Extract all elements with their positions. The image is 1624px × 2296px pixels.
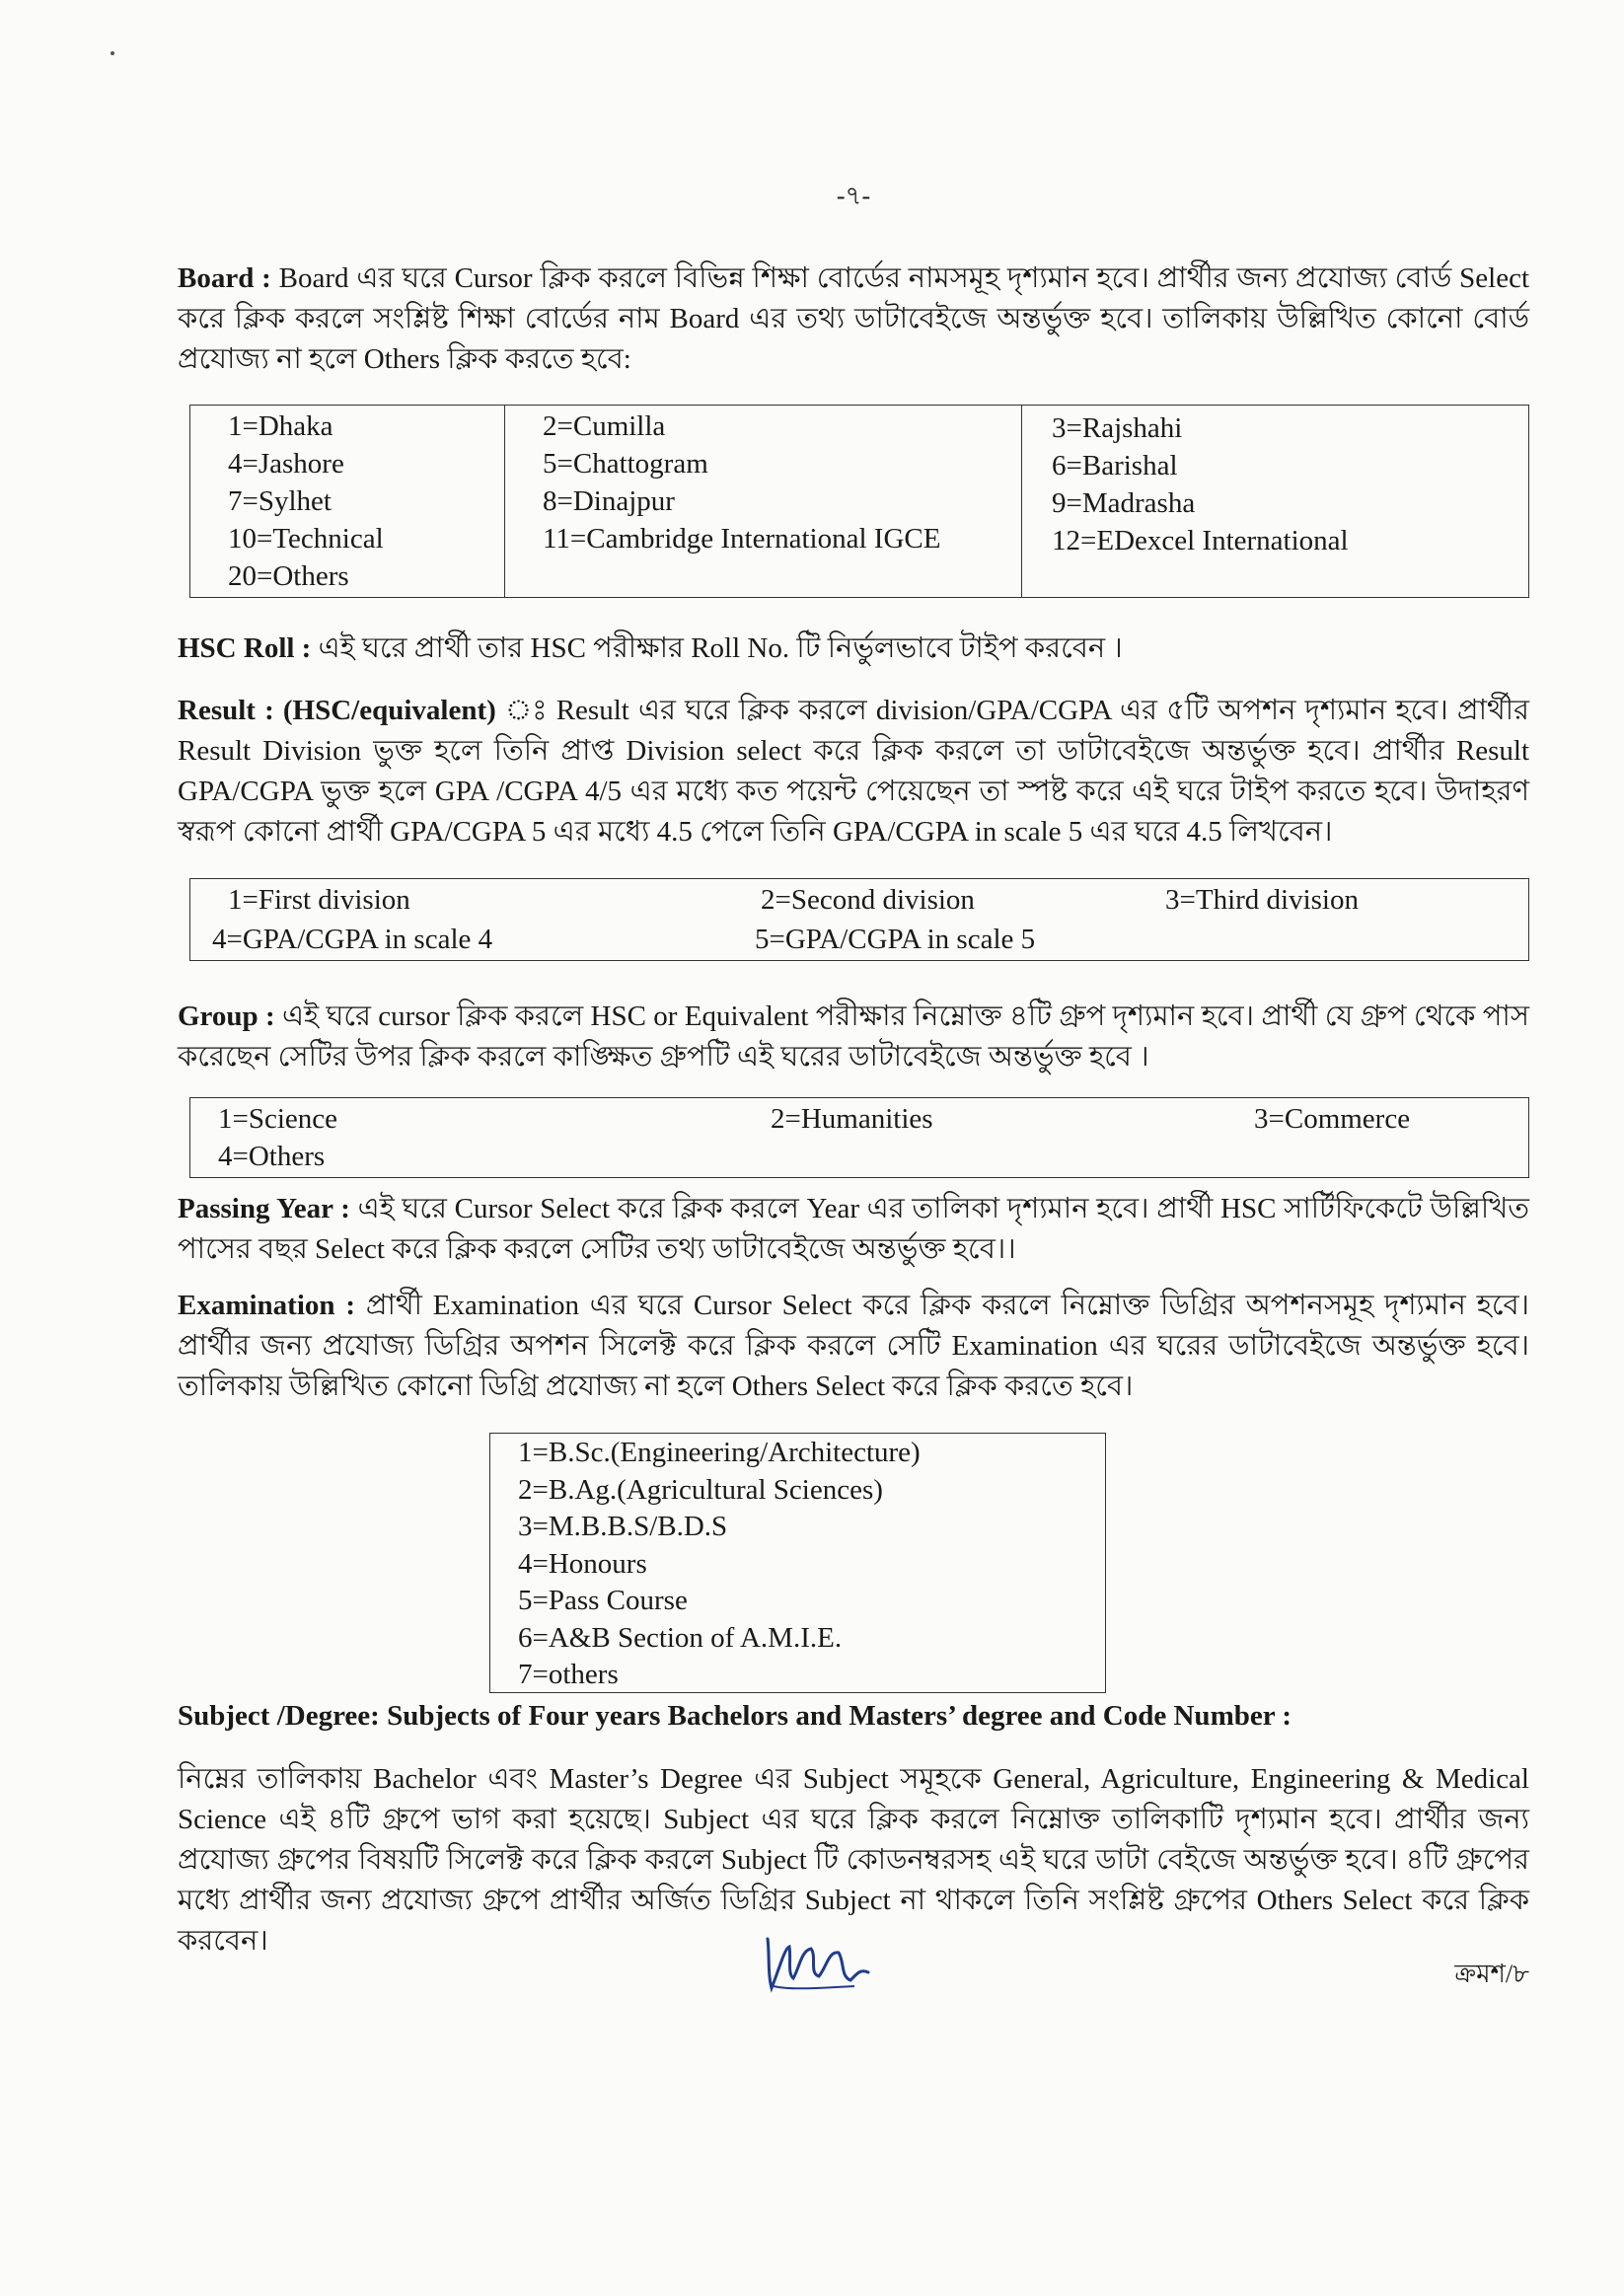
examination-option: 7=others — [518, 1659, 619, 1690]
board-option: 3=Rajshahi — [1052, 412, 1183, 444]
result-option: 1=First division — [228, 884, 410, 916]
board-option: 10=Technical — [228, 523, 384, 555]
examination-option: 3=M.B.B.S/B.D.S — [518, 1511, 728, 1542]
examination-table — [489, 1433, 1106, 1693]
board-option: 11=Cambridge International IGCE — [543, 523, 941, 555]
board-option: 6=Barishal — [1052, 450, 1178, 481]
hsc-roll-text: এই ঘরে প্রার্থী তার HSC পরীক্ষার Roll No. টি নির্ভুলভাবে টাইপ করবেন । — [311, 632, 1123, 664]
board-title: Board : — [178, 262, 271, 294]
board-text: Board এর ঘরে Cursor ক্লিক করলে বিভিন্ন শিক্ষা বোর্ডের নামসমূহ দৃশ্যমান হবে। প্রার্থীর জন্য প্রযোজ্য বোর্ড Select করে ক্লিক করলে সংশ্লিষ্ট শিক্ষা বোর্ডের নাম Board এর তথ্য ডাটাবেইজে অন্তর্ভুক্ত হবে। তালিকায় উল্লিখিত কোনো বোর্ড প্রযোজ্য না হলে Others ক্লিক করতে হবে: — [178, 262, 1530, 375]
board-option: 7=Sylhet — [228, 485, 332, 517]
examination-option: 1=B.Sc.(Engineering/Architecture) — [518, 1437, 921, 1468]
subject-paragraph: নিম্নের তালিকায় Bachelor এবং Master’s Degree এর Subject সমূহকে General, Agriculture, Engineering & Medical Science এই ৪টি গ্রুপে ভাগ করা হয়েছে। Subject এর ঘরে ক্লিক করলে নিম্নোক্ত তালিকাটি দৃশ্যমান হবে। প্রার্থীর জন্য প্রযোজ্য গ্রুপের বিষয়টি সিলেক্ট করে ক্লিক করলে Subject টি কোডনম্বরসহ এই ঘরে ডাটা বেইজে অন্তর্ভুক্ত হবে। ৪টি গ্রুপের মধ্যে প্রার্থীর জন্য প্রযোজ্য গ্রুপে প্রার্থীর অর্জিত ডিগ্রির Subject না থাকলে তিনি সংশ্লিষ্ট গ্রুপের Others Select করে ক্লিক করবেন। — [178, 1763, 1529, 1957]
board-option: 20=Others — [228, 560, 349, 592]
examination-paragraph — [178, 1286, 1529, 1407]
examination-title: Examination : — [178, 1290, 355, 1321]
examination-option: 6=A&B Section of A.M.I.E. — [518, 1621, 843, 1654]
board-option: 12=EDexcel International — [1052, 525, 1349, 556]
hsc-roll-title: HSC Roll : — [178, 632, 312, 664]
scan-speck — [111, 51, 114, 55]
group-option: 2=Humanities — [771, 1103, 933, 1135]
board-col-3 — [1022, 406, 1528, 597]
result-table — [189, 878, 1529, 961]
result-option: 4=GPA/CGPA in scale 4 — [212, 924, 493, 955]
board-option: 9=Madrasha — [1052, 487, 1196, 519]
group-table — [189, 1097, 1529, 1178]
result-title: Result : (HSC/equivalent) — [178, 695, 496, 726]
result-option: 5=GPA/CGPA in scale 5 — [755, 924, 1036, 955]
board-option: 5=Chattogram — [543, 448, 708, 480]
group-paragraph — [178, 997, 1529, 1077]
group-text: এই ঘরে cursor ক্লিক করলে HSC or Equivalent পরীক্ষার নিম্নোক্ত ৪টি গ্রুপ দৃশ্যমান হবে। প্রার্থী যে গ্রুপ থেকে পাস করেছেন সেটির উপর ক্লিক করলে কাঙ্ক্ষিত গ্রুপটি এই ঘরের ডাটাবেইজে অন্তর্ভুক্ত হবে । — [178, 1000, 1529, 1073]
group-title: Group : — [178, 1000, 275, 1032]
result-text: ঃ Result এর ঘরে ক্লিক করলে division/GPA/CGPA এর ৫টি অপশন দৃশ্যমান হবে। প্রার্থীর Result Division ভুক্ত হলে তিনি প্রাপ্ত Division select করে ক্লিক করলে তা ডাটাবেইজে অন্তর্ভুক্ত হবে। প্রার্থীর Result GPA/CGPA ভুক্ত হলে GPA /CGPA 4/5 এর মধ্যে কত পয়েন্ট পেয়েছেন তা স্পষ্ট করে এই ঘরে টাইপ করতে হবে। উদাহরণ স্বরূপ কোনো প্রার্থী GPA/CGPA 5 এর মধ্যে 4.5 পেলে তিনি GPA/CGPA in scale 5 এর ঘরে 4.5 লিখবেন। — [178, 695, 1530, 848]
continued-marker: ক্রমশ/৮ — [1454, 1960, 1529, 1988]
examination-text: প্রার্থী Examination এর ঘরে Cursor Select করে ক্লিক করলে নিম্নোক্ত ডিগ্রির অপশনসমূহ দৃশ্যমান হবে। প্রার্থীর জন্য প্রযোজ্য ডিগ্রির অপশন সিলেক্ট করে ক্লিক করলে সেটি Examination এর ঘরের ডাটাবেইজে অন্তর্ভুক্ত হবে। তালিকায় উল্লিখিত কোনো ডিগ্রি প্রযোজ্য না হলে Others Select করে ক্লিক করতে হবে। — [178, 1290, 1529, 1402]
board-col-2 — [504, 406, 1022, 597]
page-number: -৭- — [836, 182, 871, 210]
result-option: 3=Third division — [1165, 884, 1359, 916]
board-option: 1=Dhaka — [228, 410, 333, 442]
group-option: 4=Others — [218, 1141, 326, 1172]
hsc-roll-paragraph — [178, 629, 1529, 669]
board-option: 2=Cumilla — [543, 410, 666, 442]
examination-option: 4=Honours — [518, 1547, 647, 1580]
board-table — [189, 405, 1529, 598]
examination-option: 5=Pass Course — [518, 1585, 688, 1616]
board-paragraph — [178, 259, 1529, 380]
group-option: 3=Commerce — [1254, 1103, 1411, 1135]
examination-option: 2=B.Ag.(Agricultural Sciences) — [518, 1473, 883, 1506]
passing-year-text: এই ঘরে Cursor Select করে ক্লিক করলে Year এর তালিকা দৃশ্যমান হবে। প্রার্থী HSC সার্টিফিকেটে উল্লিখিত পাসের বছর Select করে ক্লিক করলে সেটির তথ্য ডাটাবেইজে অন্তর্ভুক্ত হবে।। — [178, 1193, 1530, 1265]
result-option: 2=Second division — [761, 884, 975, 916]
group-option: 1=Science — [218, 1103, 338, 1135]
subject-heading: Subject /Degree: Subjects of Four years Bachelors and Masters’ degree and Code Number : — [178, 1700, 1292, 1732]
board-col-1 — [190, 406, 504, 597]
board-option: 8=Dinajpur — [543, 485, 675, 517]
passing-year-title: Passing Year : — [178, 1193, 350, 1224]
signature-image — [760, 1929, 878, 1998]
result-paragraph — [178, 691, 1529, 852]
board-option: 4=Jashore — [228, 448, 344, 480]
passing-year-paragraph — [178, 1189, 1529, 1270]
